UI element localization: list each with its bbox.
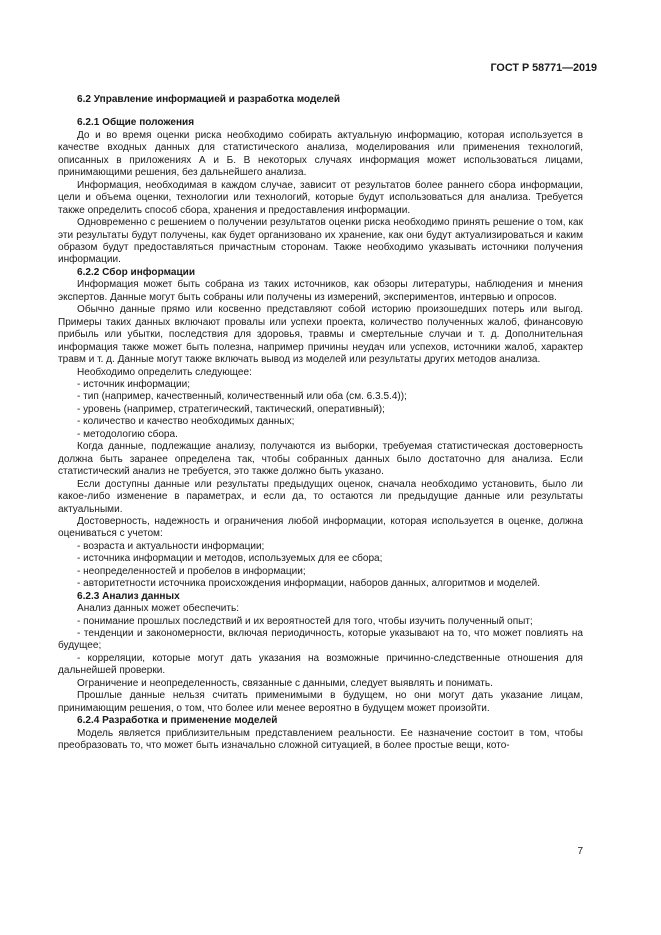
list-item: - методологию сбора. — [77, 428, 178, 440]
paragraph: Ограничение и неопределенность, связанные с данными, следует выявлять и понимать. — [77, 677, 493, 689]
document-header — [0, 62, 597, 74]
paragraph: Информация, необходимая в каждом случае, зависит от результатов более раннего сбора информации, цели и объема оценки, технологии или технологий, которые будут использоваться для анализа. Требуется также определить способ сбора, хранения и предоставления информации. — [58, 179, 583, 216]
page-footer — [0, 846, 583, 857]
list-item: - тенденции и закономерности, включая периодичность, которые указывают на то, что может повлиять на будущее; — [58, 628, 583, 652]
paragraph: Необходимо определить следующее: — [77, 366, 252, 378]
list-item: - источник информации; — [77, 378, 191, 390]
list-item: - возраста и актуальности информации; — [77, 540, 265, 552]
paragraph: Модель является приблизительным представлением реальности. Ее назначение состоит в том, чтобы преобразовать то, что может быть изначально сложной ситуацией, в более простые вещи, кото- — [58, 727, 583, 752]
subsection-title-6-2-3: 6.2.3 Анализ данных — [77, 590, 180, 602]
subsection-title-6-2-1: 6.2.1 Общие положения — [77, 117, 195, 129]
list-item: - источника информации и методов, используемых для ее сбора; — [77, 553, 383, 565]
paragraph: Прошлые данные нельзя считать применимыми в будущем, но они могут дать указание лицам, принимающим решения, о том, что более или менее вероятно в будущем может произойти. — [58, 690, 583, 714]
page-content — [58, 94, 583, 753]
paragraph: До и во время оценки риска необходимо собирать актуальную информацию, которая используется в качестве входных данных для статистического анализа, моделирования или применения технологий, описанных в приложениях А и Б. В некоторых случаях информация может использоваться лицами, принимающими решения, без дальнейшего анализа. — [58, 129, 583, 179]
document-id: ГОСТ Р 58771—2019 — [490, 62, 597, 74]
paragraph: Достоверность, надежность и ограничения любой информации, которая используется в оценке, должна оцениваться с учетом: — [58, 515, 583, 540]
subsection-title-6-2-2: 6.2.2 Сбор информации — [77, 266, 195, 278]
paragraph: Когда данные, подлежащие анализу, получаются из выборки, требуемая статистическая достоверность должна быть заранее определена так, чтобы собранных данных было достаточно для анализа. Если статистический анализ не требуется, это также должно быть указано. — [58, 441, 583, 478]
list-item: - количество и качество необходимых данных; — [77, 416, 295, 428]
paragraph: Обычно данные прямо или косвенно представляют собой историю произошедших потерь или выгод. Примеры таких данных включают провалы или успехи проекта, количество полученных жалоб, финансовую прибыль или убытки, последствия для здоровья, травмы и смертельные случаи и т. д. Дополнительная информация также может быть полезна, например причины неудач или успехов, источники жалоб, характер травм и т. д. Данные могут также включать вывод из моделей или результаты других методов анализа. — [58, 304, 583, 366]
page-number: 7 — [577, 846, 583, 857]
list-item: - понимание прошлых последствий и их вероятностей для того, чтобы изучить полученный опыт; — [77, 615, 533, 627]
list-item: - тип (например, качественный, количественный или оба (см. 6.3.5.4)); — [77, 391, 407, 403]
list-item: - корреляции, которые могут дать указания на возможные причинно-следственные отношения для дальнейшей проверки. — [58, 652, 583, 677]
subsection-title-6-2-4: 6.2.4 Разработка и применение моделей — [77, 715, 278, 727]
section-title: 6.2 Управление информацией и разработка моделей — [77, 94, 340, 105]
list-item: - неопределенностей и пробелов в информации; — [77, 565, 306, 577]
paragraph: Информация может быть собрана из таких источников, как обзоры литературы, наблюдения и мнения экспертов. Данные могут быть собраны или получены из измерений, экспериментов, интервью и опросов. — [58, 279, 583, 303]
list-item: - авторитетности источника происхождения информации, наборов данных, алгоритмов и моделей. — [77, 578, 541, 590]
paragraph: Анализ данных может обеспечить: — [77, 603, 240, 615]
list-item: - уровень (например, стратегический, тактический, оперативный); — [77, 403, 385, 415]
paragraph: Если доступны данные или результаты предыдущих оценок, сначала необходимо установить, было ли какое-либо изменение в параметрах, и если да, то остаются ли предыдущие данные или результаты актуальными. — [58, 478, 583, 515]
paragraph: Одновременно с решением о получении результатов оценки риска необходимо принять решение о том, как эти результаты будут получены, как будет организовано их хранение, как они будут актуализироваться и каким образом будут предоставляться причастным сторонам. Также необходимо указывать источники получения информации. — [58, 217, 583, 266]
